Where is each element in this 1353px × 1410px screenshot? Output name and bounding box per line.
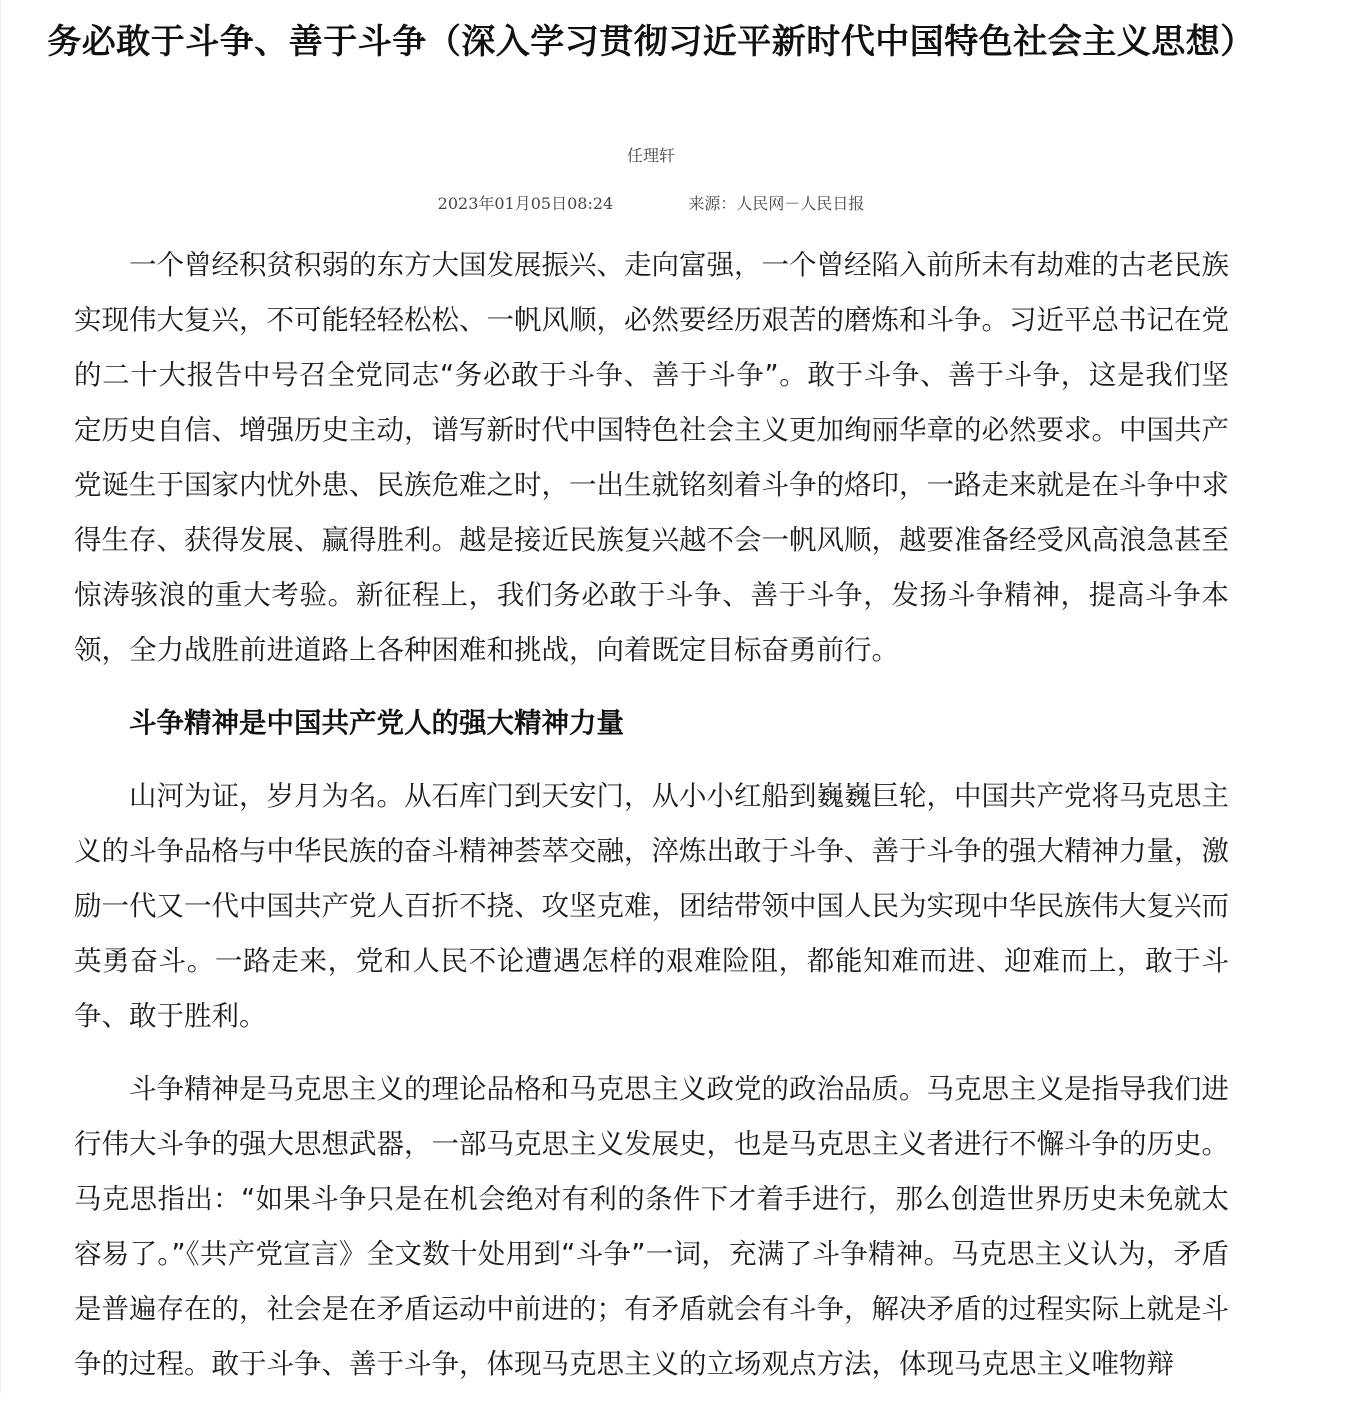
article-meta [1, 193, 1301, 215]
paragraph: 山河为证，岁月为名。从石库门到天安门，从小小红船到巍巍巨轮，中国共产党将马克思主义的斗争品格与中华民族的奋斗精神荟萃交融，淬炼出敢于斗争、善于斗争的强大精神力量，激励一代又一代中国共产党人百折不挠、攻坚克难，团结带领中国人民为实现中华民族伟大复兴而英勇奋斗。一路走来，党和人民不论遭遇怎样的艰难险阻，都能知难而进、迎难而上，敢于斗争、敢于胜利。 [74, 780, 1229, 1032]
publish-date: 2023年01月05日08:24 [437, 194, 614, 213]
article-body [74, 238, 1229, 1410]
paragraph: 一个曾经积贫积弱的东方大国发展振兴、走向富强，一个曾经陷入前所未有劫难的古老民族实现伟大复兴，不可能轻轻松松、一帆风顺，必然要经历艰苦的磨炼和斗争。习近平总书记在党的二十大报告中号召全党同志“务必敢于斗争、善于斗争”。敢于斗争、善于斗争，这是我们坚定历史自信、增强历史主动，谱写新时代中国特色社会主义更加绚丽华章的必然要求。中国共产党诞生于国家内忧外患、民族危难之时，一出生就铭刻着斗争的烙印，一路走来就是在斗争中求得生存、获得发展、赢得胜利。越是接近民族复兴越不会一帆风顺，越要准备经受风高浪急甚至惊涛骇浪的重大考验。新征程上，我们务必敢于斗争、善于斗争，发扬斗争精神，提高斗争本领，全力战胜前进道路上各种困难和挑战，向着既定目标奋勇前行。 [74, 249, 1229, 666]
section-heading: 斗争精神是中国共产党人的强大精神力量 [129, 707, 624, 739]
paragraph: 斗争精神是马克思主义的理论品格和马克思主义政党的政治品质。马克思主义是指导我们进行伟大斗争的强大思想武器，一部马克思主义发展史，也是马克思主义者进行不懈斗争的历史。马克思指出：“如果斗争只是在机会绝对有利的条件下才着手进行，那么创造世界历史未免就太容易了。”《共产党宣言》全文数十处用到“斗争”一词，充满了斗争精神。马克思主义认为，矛盾是普遍存在的，社会是在矛盾运动中前进的；有矛盾就会有斗争，解决矛盾的过程实际上就是斗争的过程。敢于斗争、善于斗争，体现马克思主义的立场观点方法，体现马克思主义唯物辩 [74, 1073, 1229, 1380]
article-author: 任理轩 [626, 146, 675, 165]
article-source: 来源：人民网－人民日报 [688, 194, 865, 213]
article-title: 务必敢于斗争、善于斗争（深入学习贯彻习近平新时代中国特色社会主义思想） [47, 22, 1255, 62]
